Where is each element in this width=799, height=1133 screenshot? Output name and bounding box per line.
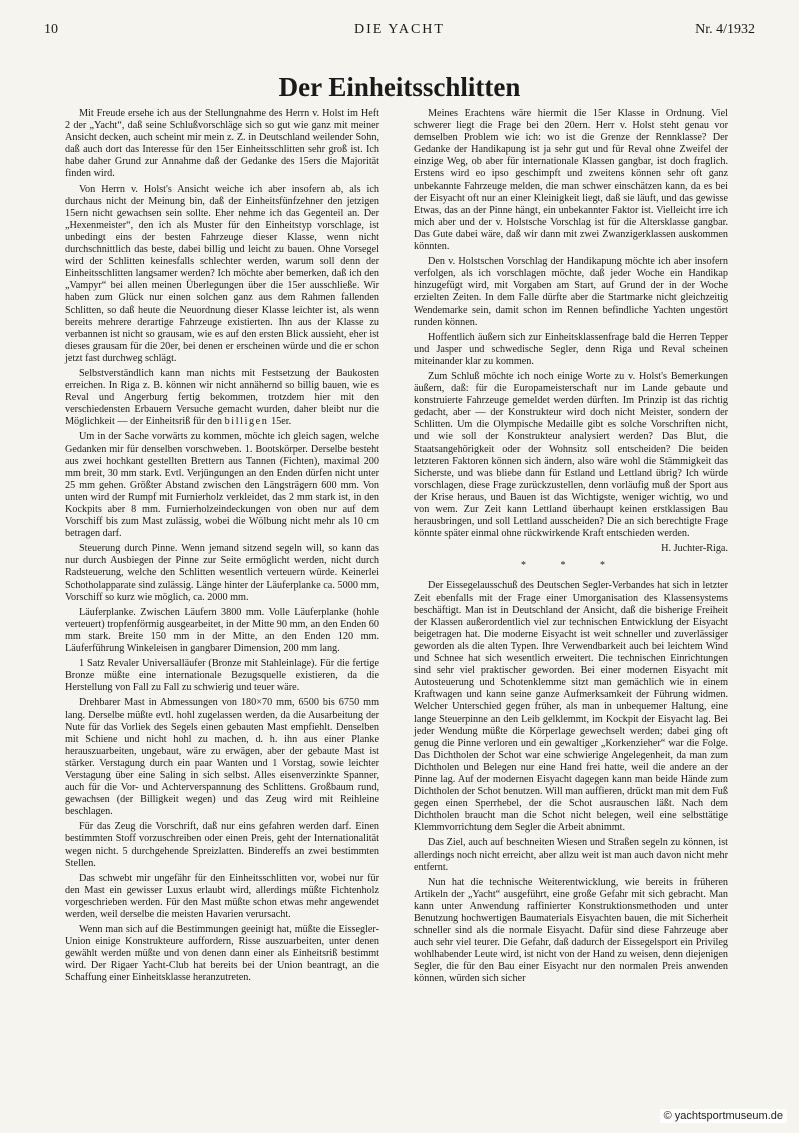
paragraph: Zum Schluß möchte ich noch einige Worte zu v. Holst's Bemerkungen äußern, daß: für die Europameisterschaft nur im Lande gebaute und konstruierte Fahrzeuge gemeldet werden dürften. Im Prinzip ist das richtig gedacht, aber — der Konstrukteur wird doch nicht Meister, sondern der Schlitten. Um die Olympische Medaille gibt es solche Vorschriften nicht, und wie soll der Konstrukteur analysiert werden? Das Blut, die Staatsangehörigkeit oder der Wohnsitz soll entscheiden? Die beiden letzteren Faktoren können sich ändern, also wäre wohl die Stämmigkeit das Sicherste, und was bliebe dann für Estland und Lettland übrig? Ich würde vorschlagen, diese Frage zurückzustellen, denn vorläufig muß der Sport aus der Krise heraus, und Bauen ist das Wichtigste, weniger wichtig, wo und von wem. Zur Zeit kann Lettland überhaupt keinen erstklassigen Bau herausbringen, und soll Lettland ausscheiden? Die an sich berechtigte Frage könnte später einmal ohne rückwirkende Kraft entschieden werden. [414, 370, 728, 540]
magazine-name: DIE YACHT [354, 22, 445, 37]
paragraph: Das schwebt mir ungefähr für den Einheitsschlitten vor, wobei nur für den Mast ein gewisser Luxus erlaubt wird, allerdings müßte Fichtenholz vorgeschrieben werden. Für den Mast müßte schon etwas mehr angewendet werden, weil derselbe die meisten Havarien verursacht. [65, 872, 379, 920]
paragraph: Für das Zeug die Vorschrift, daß nur eins gefahren werden darf. Einen bestimmten Stoff vorzuschreiben oder einen Preis, geht der Internationalität wegen nicht. 5 durchgehende Spreizlatten. Bindereffs an zwei bestimmten Stellen. [65, 821, 379, 869]
paragraph: Mit Freude ersehe ich aus der Stellungnahme des Herrn v. Holst im Heft 2 der „Yacht“, daß seine Schlußvorschläge sich so gut wie ganz mit meiner Ansicht decken, auch scheint mir mein z. Z. in Deutschland weilender Sohn, daß auch dort das Interesse für den 15er Einheitsschlitten sehr groß ist. Ich habe daher Grund zur Annahme daß der Gedanke des 15ers die Majorität finden wird. [65, 108, 379, 180]
paragraph: Der Eissegelausschuß des Deutschen Segler-Verbandes hat sich in letzter Zeit ebenfalls mit der Frage einer Umorganisation des Klassensystems beschäftigt. Man ist in Deutschland der Ansicht, daß die bisherige Freiheit der Klassen außerordentlich viel zur technischen Entwicklung der Eisyacht beigetragen hat. Die moderne Eisyacht ist weit schneller und zuverlässiger geworden als die alten Typen. Ihre Verwendbarkeit auch bei leichtem Wind und Schnee hat sich wesentlich erweitert. Die technischen Einrichtungen sind sehr viel praktischer geworden. Bei einer modernen Eisyacht mit Autosteuerung und Schotenklemme sitzt man gemächlich wie in einem Kraftwagen und kann seine ganze Aufmerksamkeit der Führung widmen. Welcher Unterschied gegen früher, als man in unbequemer Haltung, eine lange Steuerpinne an den Leib gelklemmt, im Kockpit der Eisyacht lag. Bei jeder Wendung müßte die Körperlage gewechselt werden; dabei ging oft genug die Pinne verloren und ein gewaltiger „Korkenzieher“ war die Folge. Das Dichtholen der Schot war eine schwierige Angelegenheit, da man zum Dichtholen und Belegen nur eine Hand frei hatte, weil die andere an der Pinne lag. Auf der modernen Eisyacht dagegen kann man beide Hände zum Dichtholen der Schot benutzen. Will man auffieren, drückt man mit dem Fuß gegen einen Sperrhebel, der die Schot ausrauschen läßt. Nach dem Dichtholen braucht man die Schot nicht belegen, weil eine selbsttätige Klemmvorrichtung dem Segler die Arbeit abnimmt. [414, 580, 728, 834]
paragraph: Hoffentlich äußern sich zur Einheitsklassenfrage bald die Herren Tepper und Jasper und schwedische Segler, denn Riga und Reval scheinen miteinander klar zu kommen. [414, 331, 728, 367]
paragraph: Nun hat die technische Weiterentwicklung, wie bereits in früheren Artikeln der „Yacht“ ausgeführt, eine große Gefahr mit sich gebracht. Man kann unter Anwendung raffinierter Konstruktionsmethoden und unter Benutzung hochwertigen Baumaterials Eisyachten bauen, die mit Sicherheit schneller sind als die normale Eisyacht. Dafür sind diese Fahrzeuge aber auch sehr viel teurer. Die Gefahr, daß dadurch der Eissegelsport ein Privileg wohlhabender Leute wird, ist nicht von der Hand zu weisen, denn diejenigen Segler, die für den Bau einer Eisyacht nur den normalen Preis anwenden können, würden sich sicher [414, 876, 728, 985]
author-signature: H. Juchter-Riga. [661, 543, 728, 555]
spaced-word: billigen [224, 416, 269, 428]
paragraph: Von Herrn v. Holst's Ansicht weiche ich aber insofern ab, als ich durchaus nicht der Meinung bin, daß der Einheitsfünfzehner den jetzigen 15ern nicht gewachsen sein sollte. Eher nehme ich das Gegenteil an. Der „Hexenmeister“, den ich als Muster für den Einheitstyp vorschlage, ist unbedingt eins der besten Fahrzeuge dieser Klasse, wenn nicht durchschnittlich das beste, dabei billig und leicht zu bauen. Ohne Vorsegel wird der Schlitten keinesfalls schlechter werden, warum soll denn der Einheitsschlitten langsamer werden? Ich möchte aber bemerken, daß ich den „Vampyr“ bei allen meinen Überlegungen über die 15er ausschließe. Wir haben zum Glück nur einen solchen ganz aus dem Rahmen fallenden Schlitten, so daß heute die Neuordnung dieser Klasse leichter ist, als wenn bereits mehrere derartige Fahrzeuge existierten. Ihn aus der Klasse zu verbannen ist nicht so grausam, wie es auf den ersten Blick aussieht, eher ist dieses grausam für die 20er, bei denen er erscheinen würde und die er schon jetzt fast durchweg schlägt. [65, 183, 379, 364]
paragraph: 1 Satz Revaler Universalläufer (Bronze mit Stahleinlage). Für die fertige Bronze müßte eine internationale Bezugsquelle existieren, da die Herstellung von Fall zu Fall zu schwierig und teuer wäre. [65, 658, 379, 694]
paragraph: Selbstverständlich kann man nichts mit Festsetzung der Baukosten erreichen. In Riga z. B. können wir nicht annähernd so billig bauen, wie es Reval und Angerburg fertig bekommen, trotzdem hier mit den verschiedensten Erbauern Versuche gemacht wurden, daher bleibt nur die Möglichkeit — der Einheitsriß für den billigen 15er. [65, 367, 379, 428]
left-column [65, 108, 379, 988]
section-separator: * * * [521, 560, 621, 572]
paragraph: Steuerung durch Pinne. Wenn jemand sitzend segeln will, so kann das nur durch Ausbiegen der Pinne zur Seite ermöglicht werden, nicht durch Radsteuerung, welche den Schlitten wesentlich verteuern würde. Keinerlei Schotholapparate sind zulässig. Länge hinter der Läuferplanke ca. 5000 mm, Vorschiff so kurz wie möglich, ca. 2000 mm. [65, 543, 379, 603]
paragraph: Um in der Sache vorwärts zu kommen, möchte ich gleich sagen, welche Gedanken mir für denselben vorschweben. 1. Bootskörper. Derselbe besteht aus zwei hochkant gestellten Brettern aus Tannen (Fichten), maximal 200 mm breit, 30 mm stark. Evtl. Verjüngungen an den Enden dürfen nicht unter 25 mm gehen. Größter Abstand zwischen den Längsträgern 600 mm. Von unten wird der Rumpf mit Furnierholz verkleidet, das 2 mm stark ist, in den Kockpits aber 8 mm. Furnierholzeindeckungen von oben nur auf dem Vorschiff bis zum Mast zulässig, wobei die Wölbung nicht mehr als 10 cm betragen darf. [65, 431, 379, 540]
article-title: Der Einheitsschlitten [278, 72, 521, 102]
page-number: 10 [44, 22, 58, 37]
paragraph: Läuferplanke. Zwischen Läufern 3800 mm. Volle Läuferplanke (hohle verteuert) tropfenförmig ausgearbeitet, in der Mitte 90 mm, an den Enden 60 mm stark. Breite 150 mm in der Mitte, an den Enden 120 mm. Läuferführung Winkeleisen in gangbarer Dimension, 200 mm lang. [65, 606, 379, 655]
watermark: © yachtsportmuseum.de [660, 1109, 787, 1123]
paragraph: Den v. Holstschen Vorschlag der Handikapung möchte ich aber insofern verfolgen, als ich vorschlagen möchte, daß jeder Woche ein Handikap hinzugefügt wird, mit Vorgaben am Start, auf Grund der in der Woche erzielten Zeiten. In dem Falle dürfte aber die Startmarke nicht gleichzeitig Wendemarke sein, damit schon im Rennen befindliche Yachten ungestört runden können. [414, 256, 728, 328]
paragraph: Das Ziel, auch auf beschneiten Wiesen und Straßen segeln zu können, ist allerdings noch nicht erreicht, aber allzu weit ist man auch davon nicht mehr entfernt. [414, 837, 728, 873]
paragraph: Wenn man sich auf die Bestimmungen geeinigt hat, müßte die Eissegler-Union einige Konstrukteure auffordern, Risse auszuarbeiten, unter denen gewählt werden müßte und von denen dann einer als Einheitsriß bestimmt wird. Der Rigaer Yacht-Club hat bereits bei der Union beantragt, an die Schaffung einer Einheitsklasse heranzutreten. [65, 924, 379, 984]
paragraph: Drehbarer Mast in Abmessungen von 180×70 mm, 6500 bis 6750 mm lang. Derselbe müßte evtl. hohl zugelassen werden, da die Ausarbeitung der Nute für das Vorliek des Segels einen gebauten Mast empfiehlt. Denselben mit Schiene und nicht hohl zu machen, d. h. ihn aus einer Planke herauszuarbeiten, ungebaut, wäre zu erwägen, aber der gebaute Mast ist stärker. Verstagung durch ein paar Wanten und 1 Vorstag, sowie leichter Verstagung über eine Saling in sich selbst. Alles eisenverzinkte Spanner, auch für die Vor- und Achterverspannung des Schlittens. Großbaum rund, gewachsen (der Billigkeit wegen) und das Zeug wird mit Reihleine beschlagen. [65, 697, 379, 818]
page-header [44, 22, 755, 42]
paragraph: Meines Erachtens wäre hiermit die 15er Klasse in Ordnung. Viel schwerer liegt die Frage bei den 20ern. Herr v. Holst steht genau vor demselben Problem wie ich: wo ist die Grenze der Rennklasse? Der Gedanke der Handikapung ist ja sehr gut und für Reval ohne Zweifel der einzige Weg, ob aber für internationale Klassen gangbar, ist doch fraglich. Erstens wird eo ipso geschimpft und zweitens können sehr oft ganz unbekannte Fahrzeuge melden, die man schwer einschätzen kann, da es bei der Eisyacht oft nur an einer Kleinigkeit liegt, daß sie läuft, und das gewisse Etwas, das an der Pinne hängt, ein unbekannter Faktor ist. Vielleicht irre ich mich aber und der v. Holstsche Vorschlag ist für die Altersklasse gangbar. Das Gute dabei wäre, daß wir dann mit zwei Zwanzigerklassen auskommen könnten. [414, 108, 728, 253]
issue-number: Nr. 4/1932 [695, 22, 755, 37]
right-column [414, 108, 728, 989]
